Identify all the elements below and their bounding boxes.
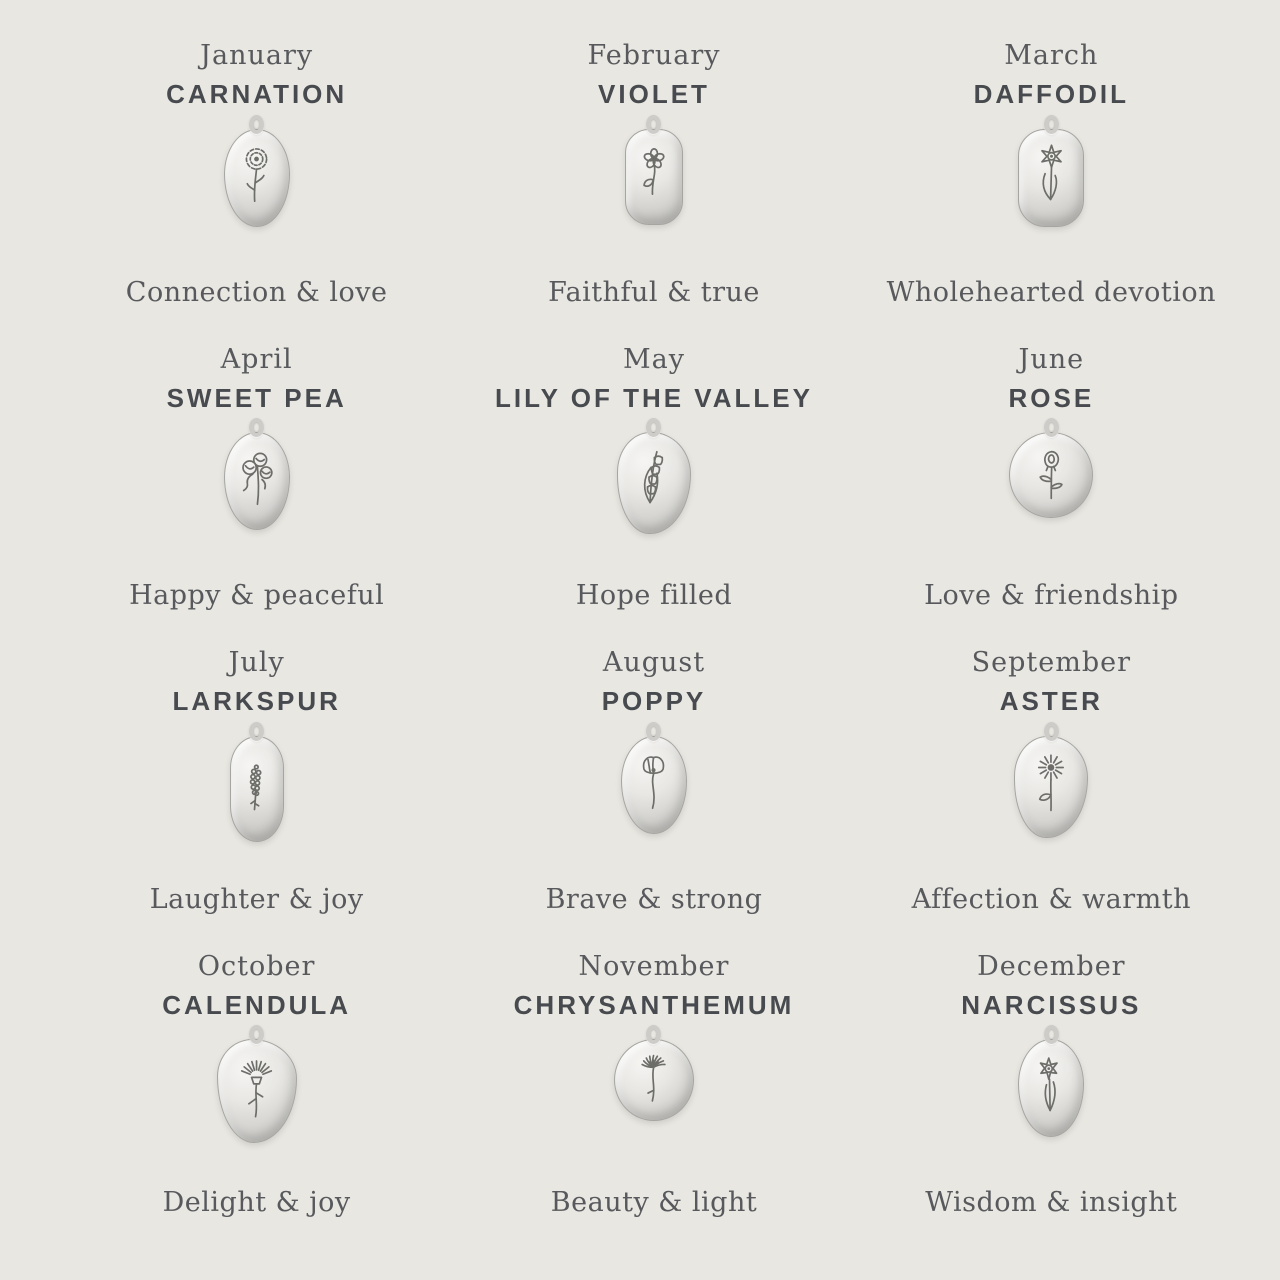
flower-name: LILY OF THE VALLEY [495,382,813,413]
flower-cell [853,941,1250,1245]
flower-cell [455,30,852,334]
meaning-label: Laughter & joy [149,883,364,915]
month-label: July [228,647,285,678]
pendant-bail-icon [1044,1025,1059,1044]
carnation-charm-icon [229,138,284,217]
flower-cell [58,941,455,1245]
chrysanthemum-charm-icon [620,1047,687,1113]
pendant-charm [1018,1025,1084,1185]
sweet-pea-charm-icon [229,442,284,521]
pendant-charm [230,722,284,882]
month-label: June [1018,343,1085,375]
daffodil-charm-icon [1024,138,1079,217]
flower-name: ASTER [999,686,1103,717]
pendant-charm [614,1025,694,1185]
meaning-label: Delight & joy [162,1187,351,1219]
meaning-label: Connection & love [125,276,388,308]
narcissus-charm-icon [1024,1049,1079,1128]
flower-name: VIOLET [598,79,710,110]
pendant-body [224,129,290,227]
pendant-charm [1018,115,1084,275]
month-label: August [602,647,706,678]
pendant-body [621,736,687,834]
flower-cell [58,30,455,334]
flower-cell [58,637,455,941]
meaning-label: Affection & warmth [911,883,1192,915]
pendant-body [1014,736,1088,838]
meaning-label: Brave & strong [545,883,763,915]
meaning-label: Hope filled [575,580,733,612]
meaning-label: Faithful & true [548,276,760,308]
pendant-bail-icon [1044,722,1059,741]
meaning-label: Love & friendship [924,580,1179,612]
pendant-charm [1014,722,1088,882]
flower-cell [853,334,1250,638]
flower-cell [853,30,1250,334]
calendula-charm-icon [223,1049,290,1133]
flower-name: LARKSPUR [172,686,341,717]
month-label: September [971,647,1131,678]
aster-charm-icon [1020,746,1082,828]
pendant-charm [224,418,290,578]
pendant-body [1009,432,1093,518]
larkspur-charm-icon [234,746,279,831]
pendant-charm [625,115,683,275]
month-label: February [587,40,721,71]
lily-of-the-valley-charm-icon [623,442,685,524]
month-label: April [220,343,293,375]
flower-name: CALENDULA [162,989,352,1020]
flower-name: ROSE [1008,382,1095,413]
pendant-charm [621,722,687,882]
pendant-charm [617,418,691,578]
month-label: October [197,950,316,982]
pendant-bail-icon [249,722,264,741]
meaning-label: Wholehearted devotion [886,276,1217,308]
violet-charm-icon [630,138,678,215]
meaning-label: Beauty & light [550,1187,758,1219]
flower-name: POPPY [601,686,707,717]
month-label: May [622,343,685,375]
meaning-label: Wisdom & insight [925,1187,1178,1219]
flower-name: CARNATION [166,79,348,110]
month-label: March [1004,40,1099,71]
meaning-label: Happy & peaceful [129,580,385,612]
pendant-charm [1009,418,1093,578]
month-label: December [977,950,1126,982]
flower-name: DAFFODIL [973,79,1130,110]
flower-name: SWEET PEA [166,382,347,413]
flower-name: CHRYSANTHEMUM [513,989,795,1020]
pendant-charm [217,1025,297,1185]
pendant-body [1018,129,1084,227]
flower-cell [58,334,455,638]
month-label: November [578,950,730,982]
poppy-charm-icon [626,745,681,824]
pendant-body [617,432,691,534]
flower-cell [455,637,852,941]
month-label: January [200,40,314,71]
flower-cell [455,941,852,1245]
pendant-bail-icon [1044,115,1059,134]
pendant-body [625,129,683,225]
pendant-body [614,1039,694,1121]
pendant-charm [224,115,290,275]
pendant-bail-icon [249,115,264,134]
pendant-bail-icon [1044,418,1059,437]
pendant-body [217,1039,297,1143]
flower-cell [455,334,852,638]
pendant-body [1018,1039,1084,1137]
pendant-body [224,432,290,530]
rose-charm-icon [1016,441,1087,510]
pendant-body [230,736,284,842]
flower-cell [853,637,1250,941]
flower-name: NARCISSUS [961,989,1142,1020]
